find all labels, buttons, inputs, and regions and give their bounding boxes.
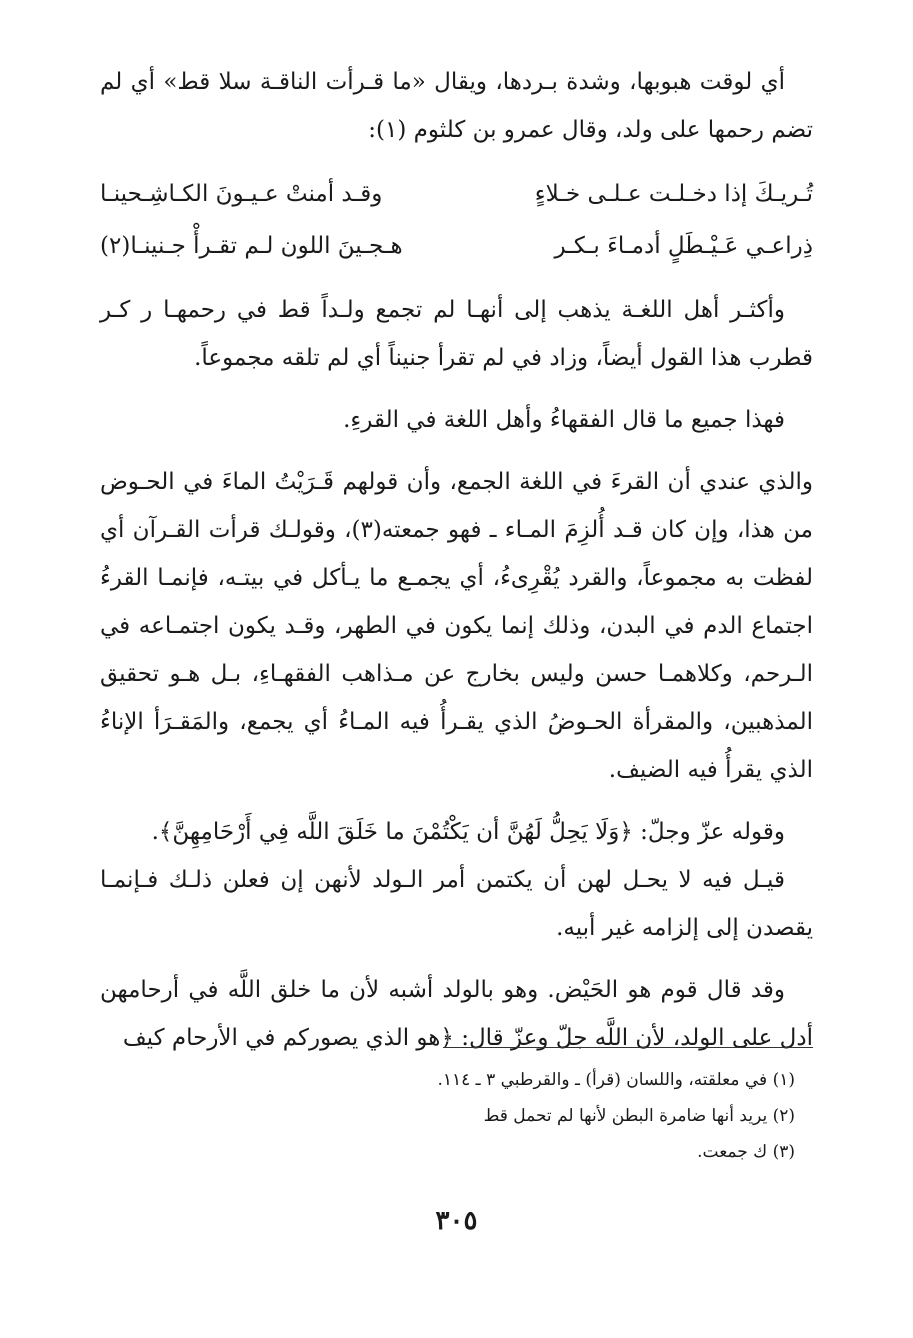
paragraph-3: فهذا جميع ما قال الفقهاءُ وأهل اللغة في القرءِ.	[343, 407, 785, 433]
paragraph-6: قيـل فيه لا يحـل لهن أن يكتمن أمر الـولد لأنهن إن فعلن ذلـك فـإنمـا يقصدن إلى إلزامه غير أبيه.	[100, 867, 813, 941]
footnote-1: (١) في معلقته، واللسان (قرأ) ـ والقرطبي ٣ ـ ١١٤.	[437, 1070, 795, 1090]
page-number: ٣٠٥	[435, 1206, 478, 1236]
footnote-3: (٣) ك جمعت.	[697, 1142, 795, 1162]
verse-2	[100, 220, 813, 272]
footnotes	[100, 1062, 795, 1170]
main-text	[100, 58, 813, 1076]
verse-1-second-hemistich: وقـد أمنتْ عـيـونَ الكـاشِـحينـا	[100, 181, 383, 207]
paragraph-2: وأكثـر أهل اللغـة يذهب إلى أنهـا لم تجمع ولـداً قط في رحمهـا ر كـر قطرب هذا القول أيضاً، وزاد في لم تقرأ جنيناً أي لم تلقه مجموعاً.	[100, 297, 813, 371]
footnote-2: (٢) يريد أنها ضامرة البطن لأنها لم تحمل قط	[483, 1106, 795, 1126]
verse-2-second-hemistich: هـجـينَ اللون لـم تقـرأْ جـنينـا(٢)	[100, 233, 403, 259]
verse-1	[100, 168, 813, 220]
paragraph-7: وقد قال قوم هو الحَيْض. وهو بالولد أشبه لأن ما خلق اللَّه في أرحامهن أدل على الولد، لأن اللَّه جلّ وعزّ قال: ﴿هو الذي يصوركم في الأرحام كيف	[100, 977, 813, 1051]
verse-1-first-hemistich: تُـريـكَ إذا دخـلـت عـلـى خـلاءٍ	[534, 181, 813, 207]
poetry-block	[100, 168, 813, 272]
paragraph-4: والذي عندي أن القرءَ في اللغة الجمع، وأن قولهم قَـرَيْتُ الماءَ في الحـوض من هذا، وإن كان قـد أُلزِمَ المـاء ـ فهو جمعته(٣)، وقولـك قرأت القـرآن أي لفظت به مجموعاً، والقرد يُقْرِىءُ، أي يجمـع ما يـأكل في بيتـه، فإنمـا القرءُ اجتماع الدم في البدن، وذلك إنما يكون في الطهر، وقـد يكون اجتمـاعه في الـرحم، وكلاهمـا حسن وليس بخارج عن مـذاهب الفقهـاءِ، بـل هـو تحقيق المذهبين، والمقرأة الحـوضُ الذي يقـرأُ فيه المـاءُ أي يجمع، والمَقـرَأ الإناءُ الذي يقرأُ فيه الضيف.	[100, 469, 813, 783]
footnote-separator	[443, 1047, 813, 1048]
paragraph-1: أي لوقت هبوبها، وشدة بـردها، ويقال «ما قـرأت الناقـة سلا قط» أي لم تضم رحمها على ولد، وقال عمرو بن كلثوم (١):	[100, 69, 813, 143]
paragraph-5-quran-verse: وقوله عزّ وجلّ: ﴿وَلَا يَحِلُّ لَهُنَّ أن يَكْتُمْنَ ما خَلَقَ اللَّه فِي أَرْحَامِهِنَّ﴾.	[151, 819, 785, 845]
verse-2-first-hemistich: ذِراعـي عَـيْـطَلٍ أدمـاءَ بـكـر	[554, 233, 813, 259]
